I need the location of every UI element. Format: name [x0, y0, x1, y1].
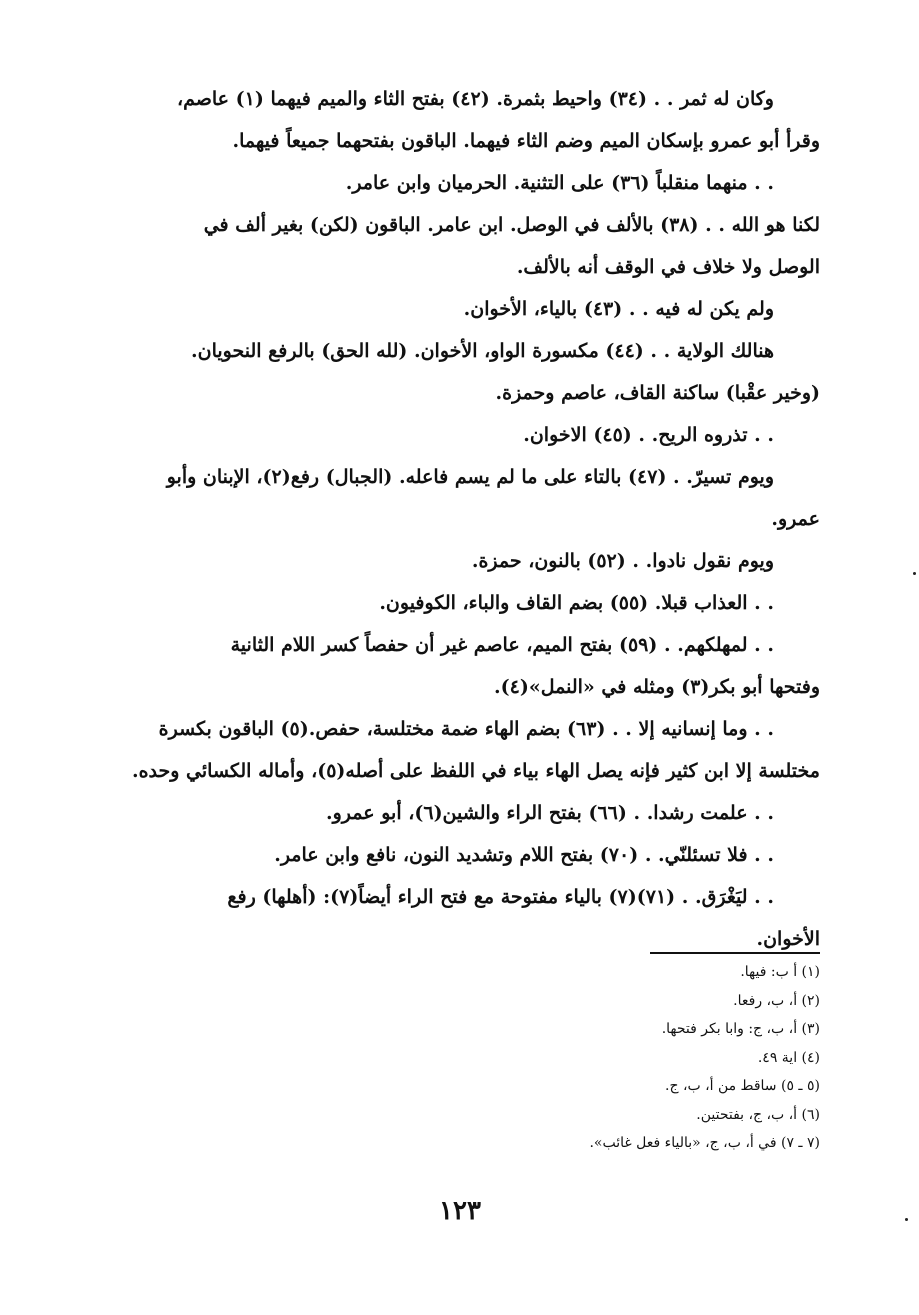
footnote: (٤) اية ٤٩. [757, 1049, 820, 1066]
text-line: . . العذاب قبلا. (٥٥) بضم القاف والباء، الكوفيون. [379, 592, 774, 614]
page-number: ١٢٣ [439, 1196, 481, 1226]
text-line: عمرو. [771, 508, 820, 530]
text-line: مختلسة إلا ابن كثير فإنه يصل الهاء بياء في اللفظ على أصله(٥)، وأماله الكسائي وحده. [131, 760, 820, 782]
text-line: لكنا هو الله . . (٣٨) بالألف في الوصل. ابن عامر. الباقون (لكن) بغير ألف في [203, 214, 820, 236]
text-line: . . فلا تسئلنّي. . (٧٠) بفتح اللام وتشديد النون، نافع وابن عامر. [274, 844, 774, 866]
text-line: وقرأ أبو عمرو بإسكان الميم وضم الثاء فيهما. الباقون بفتحهما جميعاً فيهما. [232, 130, 820, 152]
text-line: ولم يكن له فيه . . (٤٣) بالياء، الأخوان. [463, 298, 774, 320]
footnote: (٦) أ، ب، ج، بفتحتين. [696, 1106, 820, 1123]
footnote: (٣) أ، ب، ج: وابا بكر فتحها. [661, 1021, 820, 1037]
text-line: ويوم تسيرّ. . (٤٧) بالتاء على ما لم يسم فاعله. (الجبال) رفع(٢)، الإبنان وأبو [166, 466, 774, 488]
text-line: ويوم نقول نادوا. . (٥٢) بالنون، حمزة. [471, 550, 774, 572]
scan-speck [905, 1218, 908, 1221]
footnote: (٢) أ، ب، رفعا. [733, 992, 820, 1009]
text-line: الوصل ولا خلاف في الوقف أنه بالألف. [516, 256, 820, 278]
footnotes [420, 958, 820, 1158]
text-line: . . تذروه الريح. . (٤٥) الاخوان. [523, 424, 774, 446]
footnote: (٧ ـ ٧) في أ، ب، ج، «بالياء فعل غائب». [589, 1135, 820, 1151]
text-line: . . منهما منقلباً (٣٦) على التثنية. الحرميان وابن عامر. [345, 172, 774, 194]
text-line: . . علمت رشدا. . (٦٦) بفتح الراء والشين(٦)، أبو عمرو. [326, 802, 774, 824]
text-line: . . لمهلكهم. . (٥٩) بفتح الميم، عاصم غير أن حفصاً كسر اللام الثانية [230, 634, 774, 656]
footnote: (١) أ ب: فيها. [740, 964, 820, 980]
text-line: الأخوان. [756, 928, 820, 950]
text-line: (وخير عقْبا) ساكنة القاف، عاصم وحمزة. [495, 382, 820, 404]
footnote-divider [650, 952, 820, 954]
text-line: . . وما إنسانيه إلا . . (٦٣) بضم الهاء ضمة مختلسة، حفص.(٥) الباقون بكسرة [158, 718, 774, 740]
footnote: (٥ ـ ٥) ساقط من أ، ب، ج. [665, 1078, 820, 1094]
text-line: . . ليَغْرَق. . (٧١)(٧) بالياء مفتوحة مع فتح الراء أيضاً(٧): (أهلها) رفع [227, 886, 774, 908]
text-line: وفتحها أبو بكر(٣) ومثله في «النمل»(٤). [494, 676, 820, 698]
text-line: وكان له ثمر . . (٣٤) واحيط بثمرة. (٤٢) بفتح الثاء والميم فيهما (١) عاصم، [176, 88, 774, 110]
text-line: هنالك الولاية . . (٤٤) مكسورة الواو، الأخوان. (لله الحق) بالرفع النحويان. [191, 340, 774, 362]
main-text [100, 78, 820, 960]
scan-speck [913, 572, 916, 575]
